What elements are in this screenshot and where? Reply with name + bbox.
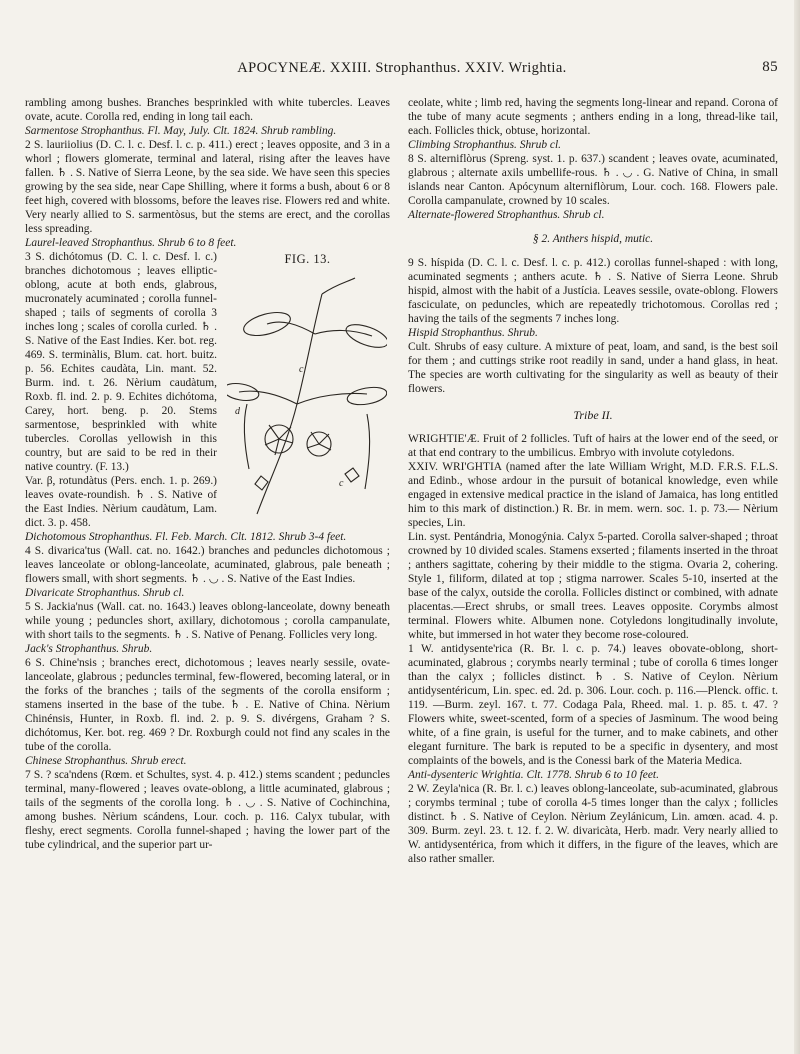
running-header bbox=[26, 60, 778, 82]
paragraph: Var. β, rotundàtus (Pers. ench. 1. p. 269.) leaves ovate-roundish. ♄ . S. Native of the East Indies. Nèrium caudàtum, Lam. dict. 3. p. 458. bbox=[25, 475, 217, 529]
paragraph: 5 S. Jackia'nus (Wall. cat. no. 1643.) leaves oblong-lanceolate, downy beneath while young ; peduncles short, axillary, dichotomous ; corolla campanulate, with short tails to the segments. ♄ . S. Native of Penang. Follicles very long. bbox=[25, 601, 390, 641]
paragraph: 1 W. antidysente'rica (R. Br. l. c. p. 74.) leaves obovate-oblong, short-acuminated, glabrous ; corymbs nearly terminal ; tube of corolla 6 times longer than the calyx ; follicles distinct. ♄ . S. Native of Ceylon. Nèrium antidysentéricum, Lin. spec. ed. 2d. p. 306. Lour. coch. p. 116.—Plenck. offic. t. 119. —Burm. zeyl. 167. t. 77. Codaga Pala, Rheed. mal. 1. p. 85. t. 47. ? Flowers white, sweet-scented, form of a species of Jasmìnum. The wood being white, of a fine grain, is useful for the turner, and to make cabinets, and other elegant furniture. The bark is reputed to be a specific in dysentery, and most complaints of the bowels, and is the Conessi bark of the Materia Medica. bbox=[408, 643, 778, 767]
paragraph: rambling among bushes. Branches besprinkled with white tubercles. Leaves ovate, acute. Corolla red, ending in long tail each. bbox=[25, 97, 390, 123]
paragraph: 7 S. ? sca'ndens (Rœm. et Schultes, syst. 4. p. 412.) stems scandent ; peduncles terminal, many-flowered ; leaves ovate-oblong, a little acuminated, glabrous ; tails of the segments of the corolla long. ♄ . ◡ . S. Native of Cochinchina, among bushes. Nèrium scándens, Lour. coch. p. 116. Calyx tubular, with fleshy, erect segments. Corolla funnel-shaped ; having the lower part of the tube cylindrical, and the superior part ur- bbox=[25, 769, 390, 851]
paragraph: Hispid Strophanthus. Shrub. bbox=[408, 327, 538, 339]
svg-text:c: c bbox=[339, 478, 344, 489]
paragraph: Laurel-leaved Strophanthus. Shrub 6 to 8 feet. bbox=[25, 237, 237, 249]
paragraph: Anti-dysenteric Wrightia. Clt. 1778. Shrub 6 to 10 feet. bbox=[408, 769, 659, 781]
page-edge bbox=[794, 0, 800, 1054]
paragraph: 9 S. híspida (D. C. l. c. Desf. l. c. p. 412.) corollas funnel-shaped : with long, acuminated segments ; anthers acute. ♄ . S. Native of Sierra Leone. Shrub hispid, almost with the habit of a Justícia. Leaves sessile, ovate-oblong. Flowers fasciculate, on peduncles, which are repeatedly trichotomous. Corollas red ; having the tails of the segments 7 inches long. bbox=[408, 257, 778, 325]
paragraph: Chinese Strophanthus. Shrub erect. bbox=[25, 755, 187, 767]
svg-text:c: c bbox=[299, 364, 304, 375]
tribe-heading: Tribe II. bbox=[573, 408, 613, 422]
section-heading: § 2. Anthers hispid, mutic. bbox=[532, 233, 654, 245]
paragraph: Alternate-flowered Strophanthus. Shrub cl. bbox=[408, 209, 605, 221]
paragraph: 4 S. divarica'tus (Wall. cat. no. 1642.) branches and peduncles dichotomous ; leaves lanceolate or oblong-lanceolate, acuminated, glabrous, pale beneath ; flowers small, with short segments. ♄ . ◡ . S. Native of the East Indies. bbox=[25, 545, 390, 585]
running-title: APOCYNEÆ. XXIII. Strophanthus. XXIV. Wrightia. bbox=[237, 60, 567, 76]
paragraph: ceolate, white ; limb red, having the segments long-linear and repand. Corona of the tube of many acute segments ; anthers ending in a long, thread-like tail, each. Follicles thick, obtuse, horizontal. bbox=[408, 97, 778, 137]
paragraph: Cult. Shrubs of easy culture. A mixture of peat, loam, and sand, is the best soil for them ; and cuttings strike root readily in sand, under a hand glass, in heat. The species are worth cultivating for the singularity as well as beauty of their flowers. bbox=[408, 341, 778, 395]
paragraph: Climbing Strophanthus. Shrub cl. bbox=[408, 139, 562, 151]
right-column bbox=[408, 96, 778, 866]
page-number: 85 bbox=[762, 59, 778, 75]
figure-13 bbox=[225, 252, 390, 520]
paragraph: 2 S. lauriiolius (D. C. l. c. Desf. l. c. p. 411.) erect ; leaves opposite, and 3 in a whorl ; flowers glomerate, terminal and lateral, rising after the leaves have fallen. ♄ . S. Native of Sierra Leone, by the sea side. We have seen this species growing by the sea side, near Cape Shilling, where it forms a bush, about 6 or 8 feet high, covered with blossoms, before the leaves rise. Flowers red and white. Very nearly allied to S. sarmentòsus, but the stems are erect, and the corollas less spreading. bbox=[25, 139, 390, 235]
left-column bbox=[25, 96, 390, 852]
paragraph: WRIGHTIE'Æ. Fruit of 2 follicles. Tuft of hairs at the lower end of the seed, or at that end contrary to the umbilicus. Embryo with involute cotyledons. bbox=[408, 433, 778, 459]
paragraph: 3 S. dichótomus (D. C. l. c. Desf. l. c.) branches dichotomous ; leaves elliptic-oblong, acute at both ends, glabrous, mucronately acuminated ; corolla funnel-shaped ; tails of segments of corolla 3 inches long ; scales of corolla curled. ♄ . S. Native of the East Indies. Ker. bot. reg. 469. S. terminàlis, Blum. cat. hort. buitz. p. 56. Echites caudàta, Lin. mant. 52. Burm. ind. t. 26. Nèrium caudàtum, Roxb. fl. ind. 2. p. 9. Echites dichótoma, Carey, hort. beng. p. 20. Stems sarmentose, besprinkled with white tubercles. Corollas yellowish in this country, but are said to be red in their native country. (F. 13.) bbox=[25, 251, 217, 473]
paragraph: XXIV. WRI'GHTIA (named after the late William Wright, M.D. F.R.S. F.L.S. and Edinb., whose ardour in the pursuit of botanical knowledge, even while engaged in extensive medical practice in the island of Jamaica, has long entitled him to this mark of distinction.) R. Br. in mem. wern. soc. 1. p. 73.— Nèrium species, Lin. bbox=[408, 461, 778, 529]
paragraph: 2 W. Zeyla'nica (R. Br. l. c.) leaves oblong-lanceolate, sub-acuminated, glabrous ; corymbs terminal ; tube of corolla 4-5 times longer than the calyx ; follicles distinct. ♄ . S. Native of Ceylon. Nèrium Zeylánicum, Lin. amœn. acad. 4. p. 309. Burm. zeyl. 23. t. 12. f. 2. W. divaricàta, Herb. madr. Very nearly allied to W. antidysentérica, from which it differs, in the figure of the leaves, which are also rather smaller. bbox=[408, 783, 778, 865]
paragraph: Dichotomous Strophanthus. Fl. Feb. March. Clt. 1812. Shrub 3-4 feet. bbox=[25, 531, 347, 543]
paragraph: Jack's Strophanthus. Shrub. bbox=[25, 643, 153, 655]
svg-text:d: d bbox=[235, 406, 240, 417]
paragraph: 6 S. Chine'nsis ; branches erect, dichotomous ; leaves nearly sessile, ovate-lanceolate, glabrous ; peduncles terminal, few-flowered, becoming lateral, or in the forks of the branches ; tails of the segments of the corolla ensiform ; stamens inserted in the base of the tube. ♄ . E. Native of China. Nèrium Chinénsis, Hunter, in Roxb. fl. ind. 2. p. 9. S. divérgens, Graham ? S. dichótomus, Ker. bot. reg. 469 ? Dr. Roxburgh could not find any scales in the tube of the corolla. bbox=[25, 657, 390, 753]
paragraph: Lin. syst. Pentándria, Monogýnia. Calyx 5-parted. Corolla salver-shaped ; throat crowned by 10 divided scales. Stamens exserted ; filaments inserted in the throat ; anthers sagittate, cohering by their middle to the stigma. Ovaria 2, cohering. Style 1, filiform, dilated at top ; stigma narrower. Scales 5-10, inserted at the base of the calyx, outside the corolla. Follicles distinct or combined, with adnate placentas.—Erect shrubs, or small trees. Leaves opposite. Corymbs almost terminal. Flowers white. Albumen none. Cotyledons longitudinally involute, white, but immersed in hot water they become rose-coloured. bbox=[408, 531, 778, 641]
paragraph: 8 S. alterniflòrus (Spreng. syst. 1. p. 637.) scandent ; leaves ovate, acuminated, glabrous ; alternate axils umbellife-rous. ♄ . ◡ . G. Native of China, in small islands near Canton. Apócynum alterniflòrum, Lour. coch. 168. Flowers pale. Corolla campanulate, crowned by 10 scales. bbox=[408, 153, 778, 207]
paragraph: Sarmentose Strophanthus. Fl. May, July. Clt. 1824. Shrub rambling. bbox=[25, 125, 337, 137]
figure-caption: FIG. 13. bbox=[284, 252, 331, 266]
paragraph: Divaricate Strophanthus. Shrub cl. bbox=[25, 587, 185, 599]
botanical-illustration-icon bbox=[227, 274, 387, 519]
